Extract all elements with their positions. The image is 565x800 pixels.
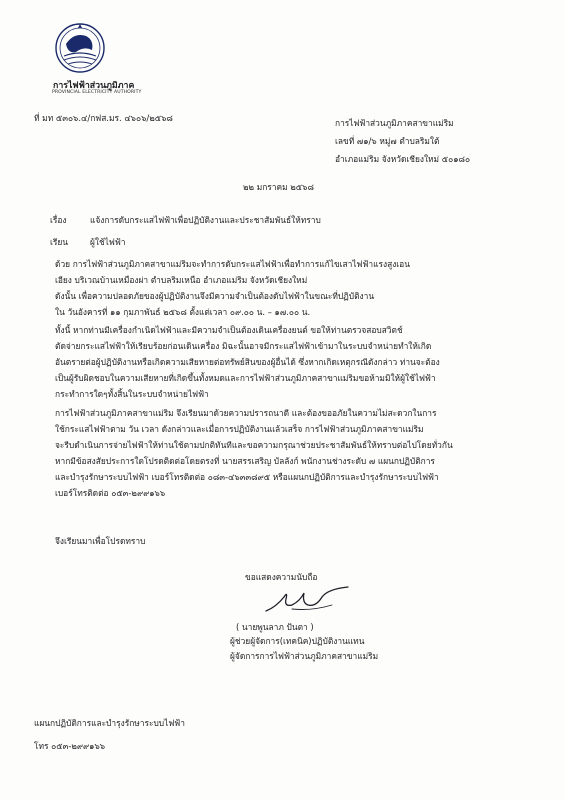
regards-line: ขอแสดงความนับถือ [245, 572, 318, 582]
body-line: เอียง บริเวณบ้านเหมืองผ่า ตำบลริมเหนือ อำเภอแม่ริม จังหวัดเชียงใหม่ [55, 275, 308, 285]
body-line: อันตรายต่อผู้ปฏิบัติงานหรือเกิดความเสียหายต่อทรัพย์สินของผู้อื่นได้ ซึ่งหากเกิดเหตุกรณีดังกล่าว ท่านจะต้อง [55, 357, 440, 367]
pea-emblem-icon [44, 20, 116, 80]
body-line: เบอร์โทรติดต่อ ๐๕๓-๒๙๙๑๖๖ [55, 488, 166, 498]
subject-line [50, 214, 321, 226]
reference-number: ที่ มท ๕๓๐๖.๔/กฟส.มร. ๔๖๐๖/๒๕๖๘ [34, 113, 173, 123]
signer-name: ( นายพูนลาภ ปันตา ) [236, 622, 314, 632]
body-line: ทั้งนี้ หากท่านมีเครื่องกำเนิดไฟฟ้าและมีความจำเป็นต้องเดินเครื่องยนต์ ขอให้ท่านตรวจสอบสวิตช์ [55, 325, 403, 335]
subject-label: เรื่อง [50, 215, 67, 225]
sender-address-line3: อำเภอแม่ริม จังหวัดเชียงใหม่ ๕๐๑๘๐ [335, 154, 471, 164]
body-line: และบำรุงรักษาระบบไฟฟ้า เบอร์โทรติดต่อ ๐๘๓-๔๖๓๓๘๙๕ หรือแผนกปฏิบัติการและบำรุงรักษาระบบไฟฟ้า [55, 472, 439, 482]
body-line: เป็นผู้รับผิดชอบในความเสียหายที่เกิดขึ้นทั้งหมดและการไฟฟ้าส่วนภูมิภาคสาขาแม่ริมขอห้ามมิให้ผู้ใช้ไฟฟ้า [55, 373, 436, 383]
letter-date: ๒๒ มกราคม ๒๕๖๘ [243, 182, 314, 192]
sender-address-line2: เลขที่ ๗๑/๖ หมู่๗ ตำบลริมใต้ [335, 136, 440, 146]
body-line: จะรีบดำเนินการจ่ายไฟฟ้าให้ท่านใช้ตามปกติทันทีและขอความกรุณาช่วยประชาสัมพันธ์ให้ทราบต่อไปโดยทั่วกัน [55, 440, 453, 450]
handwritten-signature-icon [262, 585, 352, 617]
closing-line: จึงเรียนมาเพื่อโปรดทราบ [55, 536, 146, 546]
recipient-text: ผู้ใช้ไฟฟ้า [90, 237, 126, 247]
body-line: ใช้กระแสไฟฟ้าตาม วัน เวลา ดังกล่าวและเมื่อการปฏิบัติงานแล้วเสร็จ การไฟฟ้าส่วนภูมิภาคสาขาแม่ริม [55, 424, 424, 434]
recipient-label: เรียน [50, 237, 68, 247]
sender-address-line1: การไฟฟ้าส่วนภูมิภาคสาขาแม่ริม [335, 118, 454, 128]
signer-position-2: ผู้จัดการการไฟฟ้าส่วนภูมิภาคสาขาแม่ริม [230, 651, 379, 661]
body-line: ด้วย การไฟฟ้าส่วนภูมิภาคสาขาแม่ริมจะทำการดับกระแสไฟฟ้าเพื่อทำการแก้ไขเสาไฟฟ้าแรงสูงเอน [55, 259, 410, 269]
footer-department: แผนกปฏิบัติการและบำรุงรักษาระบบไฟฟ้า [34, 718, 185, 728]
body-line: การไฟฟ้าส่วนภูมิภาคสาขาแม่ริม จึงเรียนมาด้วยความปรารถนาดี และต้องขออภัยในความไม่สะดวกในการ [55, 408, 437, 418]
org-name-english: PROVINCIAL ELECTRICITY AUTHORITY [52, 90, 142, 95]
body-line: ตัดจ่ายกระแสไฟฟ้าให้เรียบร้อยก่อนเดินเครื่อง มิฉะนั้นอาจมีกระแสไฟฟ้าเข้ามาในระบบจำหน่ายทำให้เกิด [55, 341, 432, 351]
subject-text: แจ้งการดับกระแสไฟฟ้าเพื่อปฏิบัติงานและประชาสัมพันธ์ให้ทราบ [90, 215, 321, 225]
body-line: ดังนั้น เพื่อความปลอดภัยของผู้ปฏิบัติงานจึงมีความจำเป็นต้องดับไฟฟ้าในขณะที่ปฏิบัติงาน [55, 291, 375, 301]
footer-phone: โทร ๐๕๓-๒๙๙๑๖๖ [34, 741, 106, 751]
body-line: ใน วันอังคารที่ ๑๑ กุมภาพันธ์ ๒๕๖๘ ตั้งแต่เวลา ๐๙.๐๐ น. – ๑๗.๐๐ น. [55, 307, 311, 317]
org-name-thai: การไฟฟ้าส่วนภูมิภาค [53, 81, 135, 91]
body-line: กระทำการใดๆทั้งสิ้นในระบบจำหน่ายไฟฟ้า [55, 389, 209, 399]
body-line: หากมีข้อสงสัยประการใดโปรดติดต่อโดยตรงที่ นายสรรเสริญ บัลลังก์ พนักงานช่างระดับ ๗ แผนกปฏิบัติการ [55, 456, 435, 466]
recipient-line [50, 236, 125, 248]
signer-position-1: ผู้ช่วยผู้จัดการ(เทคนิค)ปฏิบัติงานแทน [230, 636, 365, 646]
